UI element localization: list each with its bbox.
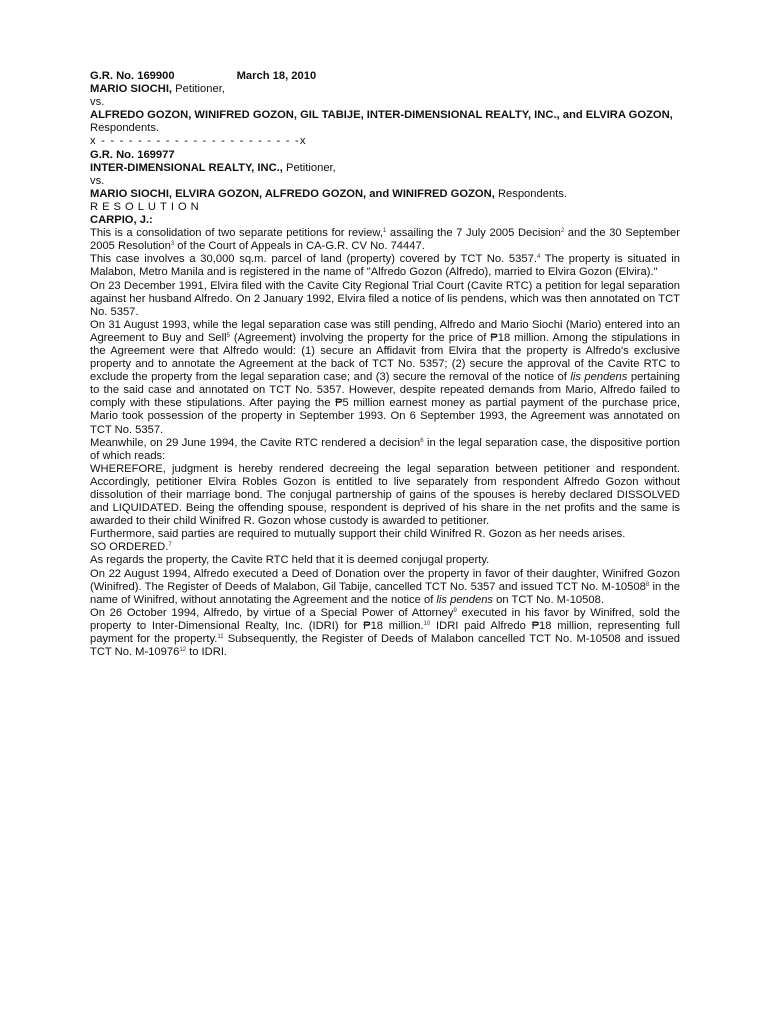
paragraph-sale <box>90 607 680 659</box>
paragraph-2-text-a: This case involves a 30,000 sq.m. parcel of land (property) covered by TCT No. 5357. <box>90 253 537 266</box>
paragraph-1-text-d: of the Court of Appeals in CA-G.R. CV No. 74447. <box>174 240 425 253</box>
case-2-respondents-names: MARIO SIOCHI, ELVIRA GOZON, ALFREDO GOZON, and WINIFRED GOZON, <box>90 187 495 200</box>
footnote-link-4[interactable]: 4 <box>536 254 541 261</box>
footnote-link-3[interactable]: 3 <box>170 241 175 248</box>
paragraph-1-text-a: This is a consolidation of two separate petitions for review, <box>90 227 383 240</box>
case-2-petitioner-role: Petitioner, <box>286 161 336 174</box>
footnote-link-9[interactable]: 9 <box>453 607 457 614</box>
ponente <box>90 214 680 227</box>
case-1-petitioner-name: MARIO SIOCHI, <box>90 83 173 96</box>
paragraph-donation-text-a: On 22 August 1994, Alfredo executed a Deed of Donation over the property in favor of their daughter, Winifred Gozon (Winifred). The Register of Deeds of Malabon, Gil Tabije, cancelled TCT No. 5357 and issued TCT No. M-10508 <box>90 567 680 593</box>
case-1-gr-number: G.R. No. 169900 <box>90 70 175 82</box>
footnote-link-7[interactable]: 7 <box>168 542 172 549</box>
case-1-petitioner <box>90 83 680 96</box>
paragraph-5 <box>90 437 680 463</box>
paragraph-sale-text-b: executed in his favor by Winifred, sold the property to Inter-Dimensional Realty, Inc. (IDRI) for ₱18 million. <box>90 606 680 632</box>
paragraph-conjugal: As regards the property, the Cavite RTC held that it is deemed conjugal property. <box>90 554 490 567</box>
paragraph-sale-text-c: IDRI paid Alfredo ₱18 million, representing full payment for the property. <box>90 619 681 646</box>
paragraph-4-text-c: pertaining to the said case and annotated on TCT No. 5357. However, despite repeated demands from Mario, Alfredo failed to comply with these stipulations. After paying the ₱5 million earnest money as partial payment of the purchase price, Mario took possession of the property in September 1993. On 6 September 1993, the Agreement was annotated on TCT No. 5357. <box>90 371 680 436</box>
footnote-link-8[interactable]: 8 <box>645 581 650 588</box>
so-ordered-text: SO ORDERED. <box>90 541 169 554</box>
lis-pendens-italic: lis pendens <box>570 371 628 384</box>
so-ordered <box>90 541 680 554</box>
paragraph-1-text-b: assailing the 7 July 2005 Decision <box>386 227 561 240</box>
footnote-link-2[interactable]: 2 <box>560 228 565 235</box>
ponente-name: CARPIO, J.: <box>90 214 153 227</box>
footnote-link-6[interactable]: 6 <box>420 437 424 444</box>
decision-date: March 18, 2010 <box>236 70 317 82</box>
case-2-vs: vs. <box>90 174 105 187</box>
paragraph-donation-text-c: on TCT No. M-10508. <box>493 593 604 606</box>
paragraph-2-text-b: The property is situated in Malabon, Metro Manila and is registered in the name of "Alfredo Gozon (Alfredo), married to Elvira Gozon (Elvira)." <box>90 253 680 279</box>
case-2-gr-number: G.R. No. 169977 <box>90 148 175 161</box>
paragraph-4 <box>90 319 680 437</box>
case-1-vs: vs. <box>90 96 105 109</box>
paragraph-1 <box>90 227 680 253</box>
footnote-link-10[interactable]: 10 <box>423 620 431 627</box>
paragraph-3: On 23 December 1991, Elvira filed with the Cavite City Regional Trial Court (Cavite RTC) a petition for legal separation against her husband Alfredo. On 2 January 1992, Elvira filed a notice of lis pendens, which was then annotated on TCT No. 5357. <box>90 279 680 318</box>
footnote-link-11[interactable]: 11 <box>217 634 224 641</box>
paragraph-5-text-a: Meanwhile, on 29 June 1994, the Cavite RTC rendered a decision <box>90 436 421 449</box>
case-1-header <box>90 70 680 83</box>
document-page <box>90 70 680 659</box>
case-1-petitioner-role: Petitioner, <box>175 83 225 96</box>
paragraph-4-text-a: On 31 August 1993, while the legal separation case was still pending, Alfredo and Mario Siochi (Mario) entered into an Agreement to Buy and Sell <box>90 318 680 344</box>
case-1-respondents <box>90 109 680 135</box>
paragraph-donation-text-b: in the name of Winifred, without annotating the Agreement and the notice of <box>90 580 681 606</box>
paragraph-donation <box>90 568 680 607</box>
case-2-respondents-role: Respondents. <box>497 187 567 200</box>
quoted-dispositive-portion: WHEREFORE, judgment is hereby rendered decreeing the legal separation between petitioner and respondent. Accordingly, petitioner Elvira Robles Gozon is entitled to live separately from respondent Alfredo Gozon without dissolution of their marriage bond. The conjugal partnership of gains of the spouses is hereby declared DISSOLVED and LIQUIDATED. Being the offending spouse, respondent is deprived of his share in the net profits and the same is awarded to their child Winifred R. Gozon whose custody is awarded to petitioner. <box>90 462 680 528</box>
footnote-link-12[interactable]: 12 <box>179 647 187 654</box>
paragraph-4-text-b: (Agreement) involving the property for the price of ₱18 million. Among the stipulations in the Agreement were that Alfredo would: (1) secure an Affidavit from Elvira that the property is Alfredo's exclusive property and to annotate the Agreement at the back of TCT No. 5357; (2) secure the approval of the Cavite RTC to exclude the property from the legal separation case; and (3) secure the removal of the notice of <box>90 331 680 384</box>
case-2-petitioner <box>90 162 680 175</box>
paragraph-5-text-b: in the legal separation case, the dispositive portion of which reads: <box>90 436 680 462</box>
case-1-respondents-role: Respondents. <box>90 122 160 135</box>
paragraph-sale-text-e: to IDRI. <box>186 646 228 659</box>
footnote-link-1[interactable]: 1 <box>382 228 387 235</box>
footnote-link-5[interactable]: 5 <box>226 332 230 339</box>
paragraph-1-text-c: and the 30 September 2005 Resolution <box>90 227 680 253</box>
resolution-heading: RESOLUTION <box>90 200 203 213</box>
case-2-petitioner-name: INTER-DIMENSIONAL REALTY, INC., <box>90 161 283 174</box>
lis-pendens-italic-2: lis pendens <box>436 593 494 606</box>
case-separator: x - - - - - - - - - - - - - - - - - - - - - -x <box>90 135 307 148</box>
case-1-respondents-names: ALFREDO GOZON, WINIFRED GOZON, GIL TABIJE, INTER-DIMENSIONAL REALTY, INC., and ELVIRA GOZON, <box>90 109 673 122</box>
paragraph-support: Furthermore, said parties are required to mutually support their child Winifred R. Gozon as her needs arises. <box>90 528 626 541</box>
case-2-respondents <box>90 188 680 201</box>
paragraph-2 <box>90 253 680 279</box>
paragraph-sale-text-d: Subsequently, the Register of Deeds of Malabon cancelled TCT No. M-10508 and issued TCT No. M-10976 <box>90 633 680 659</box>
paragraph-sale-text-a: On 26 October 1994, Alfredo, by virtue of a Special Power of Attorney <box>90 606 454 619</box>
